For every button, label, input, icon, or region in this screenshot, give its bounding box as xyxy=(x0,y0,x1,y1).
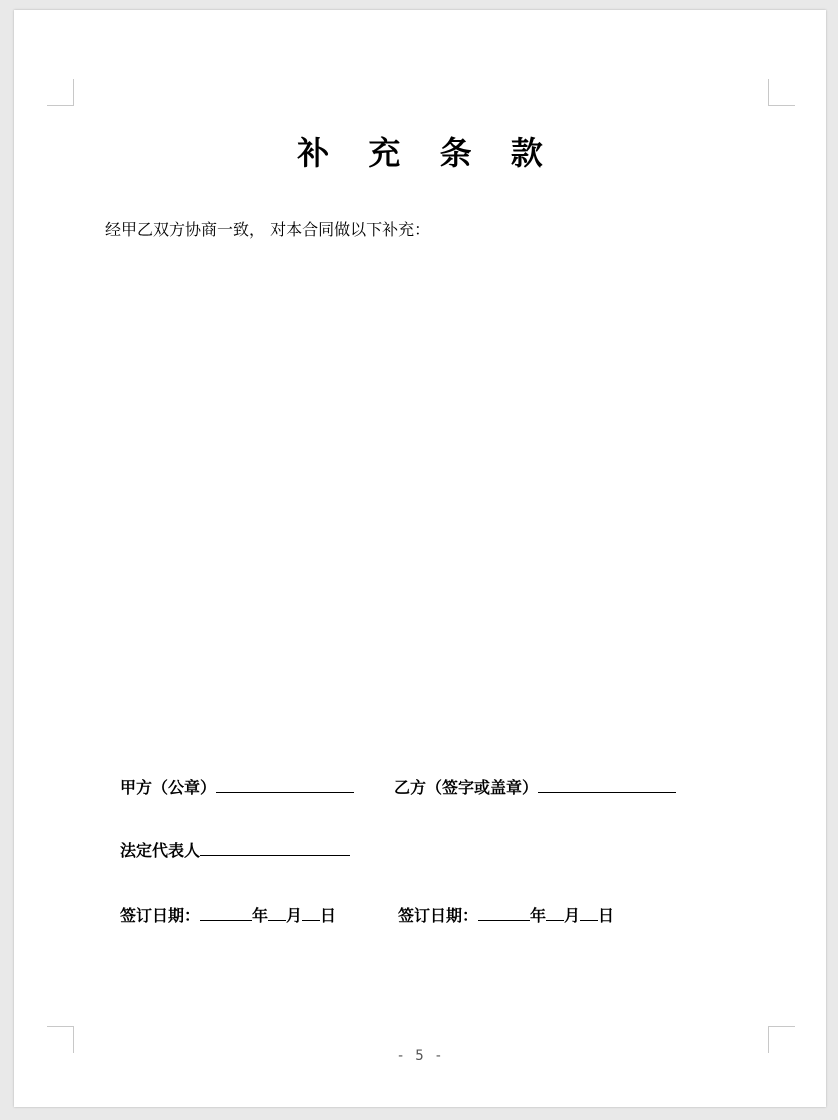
sign-date-label-a: 签订日期： xyxy=(120,906,201,925)
sign-date-label-b: 签订日期： xyxy=(398,906,479,925)
month-blank-b xyxy=(546,906,564,921)
legal-rep-signature-line xyxy=(120,838,350,861)
legal-rep-blank xyxy=(200,841,350,856)
month-blank-a xyxy=(268,906,286,921)
year-blank-b xyxy=(478,906,530,921)
top-right-margin-mark xyxy=(768,79,795,106)
day-label-b: 日 xyxy=(598,906,615,925)
party-b-label: 乙方（签字或盖章） xyxy=(394,778,539,797)
party-b-sign-date xyxy=(398,903,614,926)
document-title: 补 充 条 款 xyxy=(297,134,557,172)
party-a-signature-line xyxy=(120,775,354,798)
page-number: - 5 - xyxy=(396,1048,444,1064)
party-a-sign-date xyxy=(120,903,336,926)
month-label-b: 月 xyxy=(564,906,581,925)
party-b-signature-line xyxy=(394,775,676,798)
year-label-a: 年 xyxy=(252,906,269,925)
party-a-label: 甲方（公章） xyxy=(120,778,217,797)
top-left-margin-mark xyxy=(47,79,74,106)
year-blank-a xyxy=(200,906,252,921)
party-b-blank xyxy=(538,778,676,793)
day-blank-a xyxy=(302,906,320,921)
legal-rep-label: 法定代表人 xyxy=(120,841,201,860)
day-blank-b xyxy=(580,906,598,921)
year-label-b: 年 xyxy=(530,906,547,925)
party-a-blank xyxy=(216,778,354,793)
intro-paragraph: 经甲乙双方协商一致， 对本合同做以下补充： xyxy=(105,220,431,239)
month-label-a: 月 xyxy=(286,906,303,925)
day-label-a: 日 xyxy=(320,906,337,925)
document-page xyxy=(14,10,826,1107)
